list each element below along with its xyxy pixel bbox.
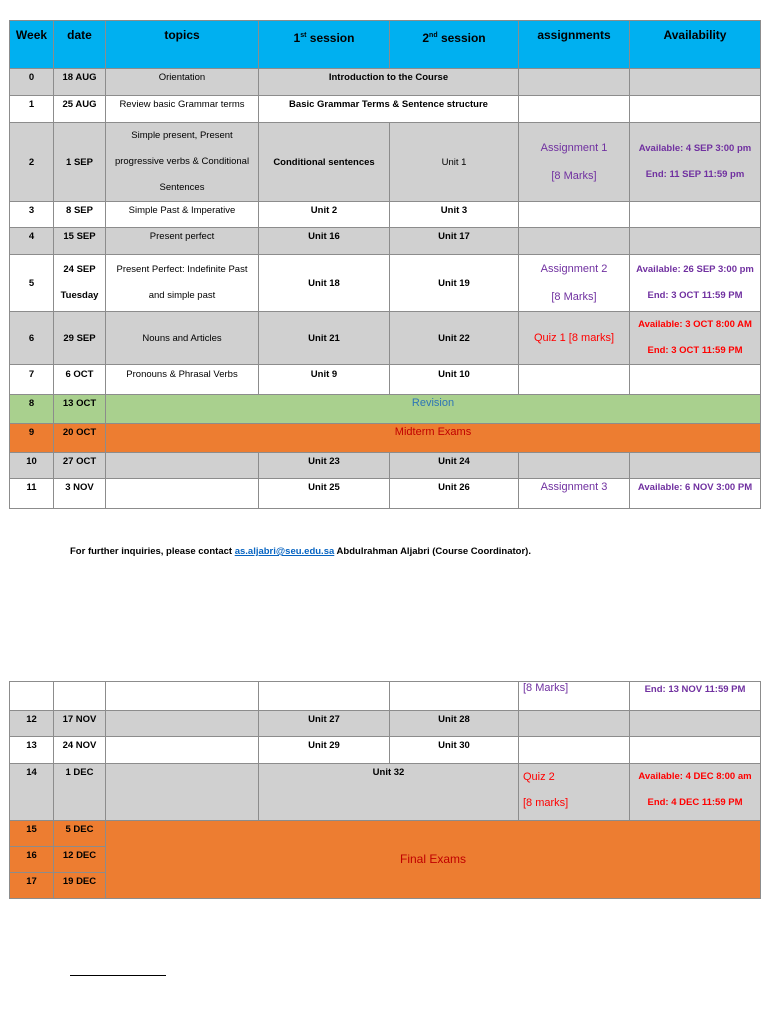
topic-cell	[106, 479, 259, 509]
assignment-cell	[519, 764, 630, 821]
assignment-cell	[519, 737, 630, 764]
header-topics: topics	[106, 21, 259, 69]
contact-suffix: Abdulrahman Aljabri (Course Coordinator).	[334, 546, 531, 557]
date-cell: 12 DEC	[54, 847, 106, 873]
assignment-cell: Assignment 3	[519, 479, 630, 509]
table-row	[10, 255, 761, 312]
topic-cell: Review basic Grammar terms	[106, 96, 259, 123]
assignment-cell	[519, 69, 630, 96]
assignment-cell	[519, 123, 630, 202]
week-cell: 8	[10, 395, 54, 424]
header-assignments: assignments	[519, 21, 630, 69]
date-cell: 3 NOV	[54, 479, 106, 509]
second-session-cell: Unit 17	[390, 228, 519, 255]
availability-start: Available: 4 SEP 3:00 pm	[638, 143, 752, 154]
schedule-table	[9, 20, 761, 509]
first-session-cell: Unit 18	[259, 255, 390, 312]
table-row	[10, 312, 761, 365]
date-cell: 17 NOV	[54, 711, 106, 737]
first-session-cell: Unit 16	[259, 228, 390, 255]
schedule-table-continued	[9, 681, 761, 899]
assignment-cell	[519, 255, 630, 312]
availability-cell	[630, 123, 761, 202]
availability-cell	[630, 255, 761, 312]
assignment-title: Quiz 2	[523, 771, 555, 783]
assignment-marks: [8 Marks]	[551, 170, 597, 182]
availability-start: Available: 4 DEC 8:00 am	[638, 771, 752, 782]
table-row	[10, 123, 761, 202]
availability-start: Available: 26 SEP 3:00 pm	[636, 264, 754, 275]
topic-cell: Present Perfect: Indefinite Past and simple past	[106, 255, 259, 312]
week-cell: 14	[10, 764, 54, 821]
date-cell: 8 SEP	[54, 202, 106, 228]
availability-cell	[630, 228, 761, 255]
midterm-cell: Midterm Exams	[106, 424, 761, 453]
table-row	[10, 365, 761, 395]
topic-cell	[106, 711, 259, 737]
date-cell: 27 OCT	[54, 453, 106, 479]
assignment-title: Assignment 1	[540, 142, 608, 154]
availability-end: End: 11 SEP 11:59 pm	[645, 169, 745, 180]
availability-cell	[630, 202, 761, 228]
first-session-cell: Unit 27	[259, 711, 390, 737]
session-merged-cell: Unit 32	[259, 764, 519, 821]
topic-cell: Pronouns & Phrasal Verbs	[106, 365, 259, 395]
second-session-cell: Unit 30	[390, 737, 519, 764]
week-cell	[10, 682, 54, 711]
table-row	[10, 395, 761, 424]
table-row	[10, 96, 761, 123]
date-cell: 18 AUG	[54, 69, 106, 96]
topic-cell	[106, 682, 259, 711]
table-row	[10, 69, 761, 96]
date-cell: 1 SEP	[54, 123, 106, 202]
availability-end: End: 4 DEC 11:59 PM	[647, 797, 743, 808]
week-cell: 11	[10, 479, 54, 509]
availability-cell	[630, 453, 761, 479]
contact-prefix: For further inquiries, please contact	[70, 546, 235, 557]
table-row	[10, 737, 761, 764]
header-week: Week	[10, 21, 54, 69]
assignment-cell	[519, 365, 630, 395]
header-second-session: 2nd session	[390, 21, 519, 69]
first-session-cell: Unit 9	[259, 365, 390, 395]
table-row	[10, 764, 761, 821]
availability-end: End: 3 OCT 11:59 PM	[647, 290, 743, 301]
availability-cell	[630, 365, 761, 395]
topic-cell	[106, 737, 259, 764]
week-cell: 7	[10, 365, 54, 395]
second-session-cell: Unit 3	[390, 202, 519, 228]
week-cell: 5	[10, 255, 54, 312]
coordinator-email-link[interactable]: as.aljabri@seu.edu.sa	[234, 546, 335, 557]
table-row	[10, 682, 761, 711]
first-session-cell: Unit 23	[259, 453, 390, 479]
week-cell: 15	[10, 821, 54, 847]
first-session-cell: Unit 21	[259, 312, 390, 365]
week-cell: 3	[10, 202, 54, 228]
week-cell: 13	[10, 737, 54, 764]
second-session-cell: Unit 1	[390, 123, 519, 202]
date-cell: 20 OCT	[54, 424, 106, 453]
second-session-cell: Unit 28	[390, 711, 519, 737]
availability-cell	[630, 96, 761, 123]
date-cell	[54, 255, 106, 312]
date-cell: 15 SEP	[54, 228, 106, 255]
assignment-cell	[519, 228, 630, 255]
topic-cell	[106, 453, 259, 479]
week-cell: 1	[10, 96, 54, 123]
final-exams-cell: Final Exams	[106, 821, 761, 899]
assignment-cell	[519, 453, 630, 479]
availability-cell	[630, 764, 761, 821]
date-cell: 6 OCT	[54, 365, 106, 395]
revision-cell: Revision	[106, 395, 761, 424]
availability-start: Available: 3 OCT 8:00 AM	[638, 319, 752, 330]
second-session-cell: Unit 22	[390, 312, 519, 365]
date-cell: 19 DEC	[54, 873, 106, 899]
availability-cell	[630, 711, 761, 737]
week-cell: 6	[10, 312, 54, 365]
week-cell: 9	[10, 424, 54, 453]
table-row	[10, 711, 761, 737]
week-cell: 12	[10, 711, 54, 737]
second-session-cell: Unit 10	[390, 365, 519, 395]
second-session-cell	[390, 682, 519, 711]
assignment-title: Assignment 2	[540, 263, 608, 275]
topic-cell: Simple present, Present progressive verbs & Conditional Sentences	[106, 123, 259, 202]
header-availability: Availability	[630, 21, 761, 69]
week-cell: 0	[10, 69, 54, 96]
date-cell: 24 NOV	[54, 737, 106, 764]
table-row	[10, 453, 761, 479]
second-session-cell: Unit 26	[390, 479, 519, 509]
first-session-cell: Unit 29	[259, 737, 390, 764]
week-cell: 10	[10, 453, 54, 479]
availability-cell	[630, 737, 761, 764]
topic-cell: Present perfect	[106, 228, 259, 255]
date-cell: 25 AUG	[54, 96, 106, 123]
contact-note	[70, 546, 531, 557]
assignment-cell: [8 Marks]	[519, 682, 630, 711]
session-merged-cell: Introduction to the Course	[259, 69, 519, 96]
date-cell	[54, 682, 106, 711]
second-session-cell: Unit 19	[390, 255, 519, 312]
date-cell: 13 OCT	[54, 395, 106, 424]
week-cell: 17	[10, 873, 54, 899]
first-session-cell: Unit 2	[259, 202, 390, 228]
table-row	[10, 821, 761, 847]
week-cell: 16	[10, 847, 54, 873]
assignment-marks: [8 marks]	[523, 797, 569, 809]
footnote-separator	[70, 975, 166, 976]
date-cell: 1 DEC	[54, 764, 106, 821]
availability-end: End: 3 OCT 11:59 PM	[647, 345, 743, 356]
session-merged-cell: Basic Grammar Terms & Sentence structure	[259, 96, 519, 123]
date-line: 24 SEP	[63, 264, 96, 275]
assignment-cell	[519, 202, 630, 228]
topic-cell: Orientation	[106, 69, 259, 96]
header-first-session: 1st session	[259, 21, 390, 69]
availability-cell	[630, 312, 761, 365]
table-row	[10, 202, 761, 228]
table-row	[10, 424, 761, 453]
table-row	[10, 479, 761, 509]
topic-cell: Simple Past & Imperative	[106, 202, 259, 228]
topic-cell	[106, 764, 259, 821]
assignment-cell: Quiz 1 [8 marks]	[519, 312, 630, 365]
header-date: date	[54, 21, 106, 69]
assignment-cell	[519, 96, 630, 123]
availability-cell: End: 13 NOV 11:59 PM	[630, 682, 761, 711]
first-session-cell: Unit 25	[259, 479, 390, 509]
date-cell: 29 SEP	[54, 312, 106, 365]
first-session-cell: Conditional sentences	[259, 123, 390, 202]
second-session-cell: Unit 24	[390, 453, 519, 479]
week-cell: 2	[10, 123, 54, 202]
topic-cell: Nouns and Articles	[106, 312, 259, 365]
week-cell: 4	[10, 228, 54, 255]
availability-cell: Available: 6 NOV 3:00 PM	[630, 479, 761, 509]
assignment-marks: [8 Marks]	[551, 291, 597, 303]
header-row	[10, 21, 761, 69]
table-row	[10, 228, 761, 255]
availability-cell	[630, 69, 761, 96]
assignment-cell	[519, 711, 630, 737]
day-line: Tuesday	[60, 290, 99, 301]
first-session-cell	[259, 682, 390, 711]
date-cell: 5 DEC	[54, 821, 106, 847]
